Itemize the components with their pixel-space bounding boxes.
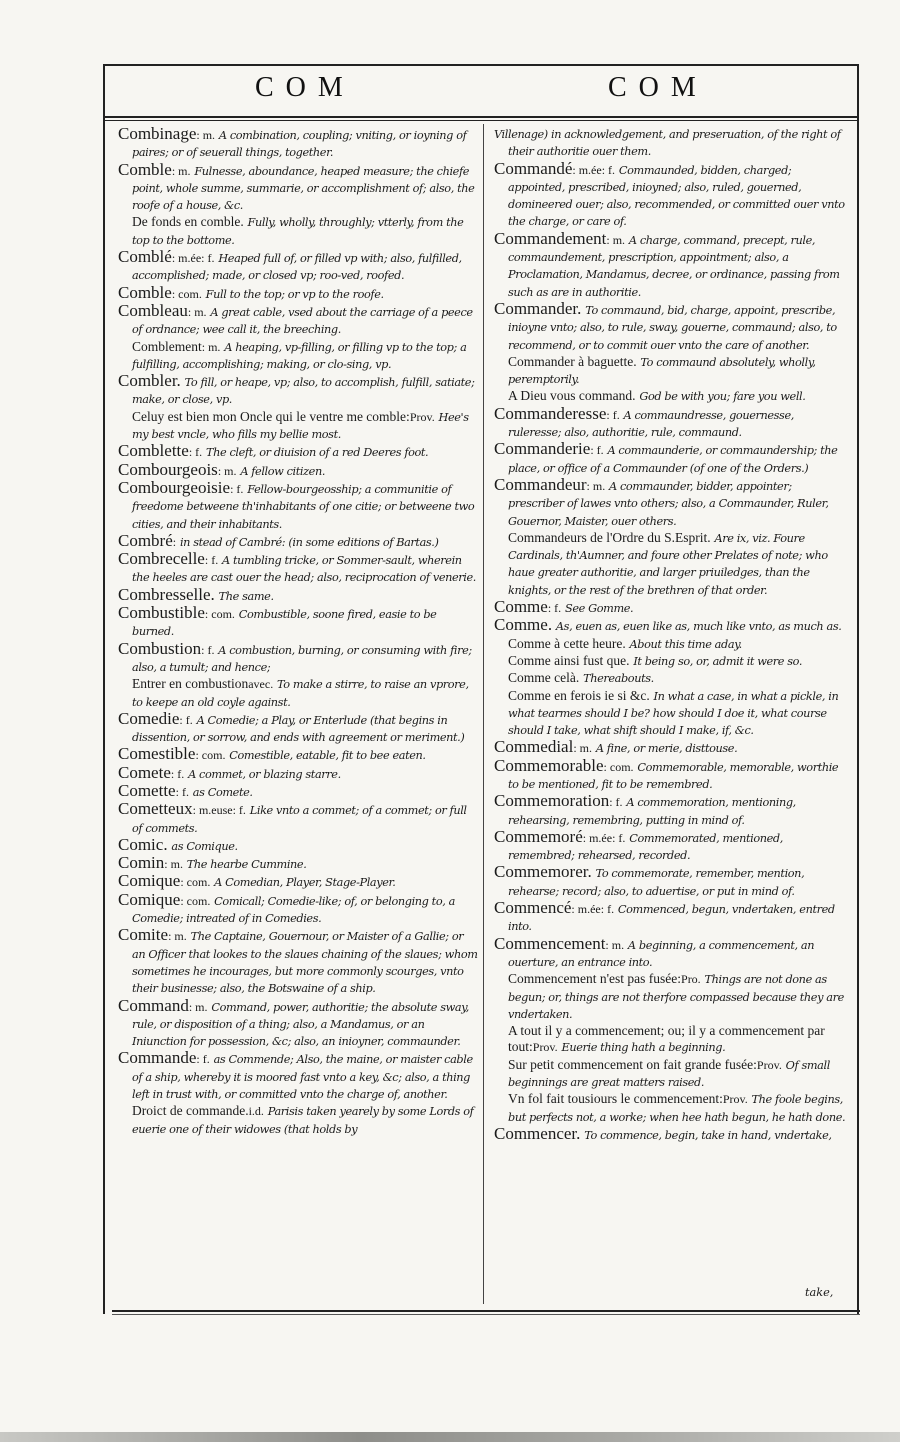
grammar-label: : com. bbox=[180, 893, 211, 908]
dictionary-entry bbox=[494, 1057, 846, 1092]
grammar-label: : f. bbox=[230, 481, 244, 496]
headword: Combresselle. bbox=[118, 584, 215, 604]
definition: Comicall; Comedie-like; of, or belonging to, a Comedie; intreated of in Comedies. bbox=[132, 894, 455, 926]
definition: A commaunderie, or commaundership; the place, or office of a Commaunder (of one of the Orders.) bbox=[508, 444, 838, 475]
definition: As, euen as, euen like as, much like vnto, as much as. bbox=[555, 620, 842, 634]
definition: Like vnto a commet; of a commet; or full of commets. bbox=[132, 804, 467, 835]
definition: A heaping, vp-filling, or filling vp to the top; a fulfilling, accomplishing; making, or clo-sing, vp. bbox=[132, 340, 467, 371]
definition: Fulnesse, aboundance, heaped measure; the chiefe point, whole summe, summarie, or accomplishment of; also, the roofe of a house, &c. bbox=[132, 164, 475, 213]
grammar-label: : m. bbox=[586, 478, 606, 493]
grammar-label: avec. bbox=[248, 677, 274, 692]
dictionary-entry bbox=[494, 688, 846, 740]
dictionary-entry bbox=[494, 298, 846, 354]
headword: Commanderie bbox=[494, 439, 591, 459]
grammar-label: : m. bbox=[171, 163, 191, 178]
definition: A commet, or blazing starre. bbox=[188, 767, 341, 781]
dictionary-entry bbox=[118, 1050, 478, 1103]
definition: About this time aday. bbox=[629, 637, 742, 651]
grammar-label: : f. bbox=[547, 601, 562, 616]
headword: Comedie bbox=[118, 708, 180, 728]
grammar-label: : m. bbox=[187, 304, 207, 319]
dictionary-entry bbox=[494, 354, 846, 389]
headword: Entrer en combustion bbox=[132, 676, 249, 692]
headword: Comete bbox=[118, 762, 171, 782]
headword: Comite bbox=[118, 925, 169, 945]
grammar-label: : com. bbox=[204, 607, 235, 622]
grammar-label: : m. bbox=[201, 339, 221, 354]
headword: Comme en ferois ie si &c. bbox=[508, 687, 650, 703]
headword: Combourgeois bbox=[118, 459, 218, 479]
grammar-label: : m.ée: f. bbox=[571, 902, 615, 917]
definition: Commemorated, mentioned, remembred; rehearsed, recorded. bbox=[508, 831, 783, 863]
grammar-label: : f. bbox=[609, 795, 623, 810]
definition: See Gomme. bbox=[565, 602, 634, 616]
headword: Droict de commande. bbox=[132, 1103, 249, 1119]
grammar-label: : m. bbox=[573, 741, 592, 756]
headword: Comblé bbox=[118, 247, 172, 267]
definition: Fellow-bourgeosship; a communitie of freedome betweene th'inhabitants of one citie; or betweene two cities, and their inhabitants. bbox=[132, 482, 475, 531]
dictionary-entry bbox=[494, 441, 846, 477]
definition: The Captaine, Gouernour, or Maister of a Gallie; or an Officer that lookes to the slaues chaining of the slaues; whom sometimes he incourages, but more commonly scourges, vnto their businesse; also, the Botswaine of a ship. bbox=[132, 930, 478, 996]
definition: A great cable, vsed about the carriage of a peece of ordnance; wee call it, the breeching. bbox=[132, 305, 473, 337]
definition: Combustible, soone fired, easie to be burned. bbox=[132, 608, 437, 639]
definition: Fully, wholly, throughly; vtterly, from the top to the bottome. bbox=[132, 216, 464, 247]
definition: A beginning, a commencement, an ouerture, an entrance into. bbox=[508, 938, 815, 969]
header-rule-thin bbox=[103, 120, 859, 121]
definition: To fill, or heape, vp; also, to accomplish, fulfill, satiate; make, or close, vp. bbox=[132, 376, 475, 407]
definition: To commaund, bid, charge, appoint, prescribe, inioyne vnto; also, to rule, sway, gouerne, commaund; also, to recommend, or to commit ouer vnto the care of another. bbox=[508, 303, 837, 352]
definition: A tumbling tricke, or Sommer-sault, wherein the heeles are cast ouer the head; also, reciprocation of venerie. bbox=[132, 554, 476, 585]
definition: To make a stirre, to raise an vprore, to keepe an old coyle against. bbox=[132, 678, 469, 709]
definition: Commemorable, memorable, worthie to be mentioned, fit to be remembred. bbox=[508, 760, 839, 791]
grammar-label: Prov. bbox=[532, 1040, 558, 1055]
grammar-label: : com. bbox=[195, 748, 226, 763]
headword: Comblement bbox=[132, 338, 202, 354]
left-column bbox=[118, 126, 478, 1304]
headword: Commencer. bbox=[494, 1123, 581, 1143]
catchword: take, bbox=[805, 1286, 834, 1299]
headword: Comme. bbox=[494, 615, 553, 635]
grammar-label: : f. bbox=[170, 766, 185, 781]
definition: Command, power, authoritie; the absolute sway, rule, or disposition of a thing; also, a Mandamus, or an Iniunction for possession, &c; also, an inioyner, commaunder. bbox=[132, 1000, 469, 1049]
headword: Comin bbox=[118, 853, 165, 873]
dictionary-entry bbox=[118, 605, 478, 641]
headword: Commanderesse bbox=[494, 403, 607, 423]
grammar-label: : f. bbox=[606, 407, 620, 422]
definition: A commaunder, bidder, appointer; prescriber of lawes vnto others; also, a Commaunder, Ruler, Gouernor, Maister, ouer others. bbox=[508, 479, 829, 528]
grammar-label: Prov. bbox=[756, 1057, 782, 1072]
grammar-label: i.d. bbox=[248, 1104, 264, 1119]
definition: Comestible, eatable, fit to bee eaten. bbox=[229, 749, 426, 763]
headword: Commencement n'est pas fusée: bbox=[508, 971, 682, 987]
dictionary-entry bbox=[494, 971, 846, 1023]
grammar-label: : com. bbox=[603, 759, 634, 774]
dictionary-entry bbox=[118, 746, 478, 764]
definition: Full to the top; or vp to the roofe. bbox=[205, 287, 384, 301]
header-rule bbox=[103, 116, 859, 118]
definition: Villenage) in acknowledgement, and preseruation, of the right of their authoritie ouer them. bbox=[494, 128, 841, 159]
definition: The cleft, or diuision of a red Deeres foot. bbox=[206, 446, 429, 460]
definition: Heaped full of, or filled vp with; also, fulfilled, accomplished; made, or closed vp; roo-ved, roofed. bbox=[132, 252, 462, 283]
dictionary-entry bbox=[494, 126, 846, 161]
dictionary-entry bbox=[494, 1091, 846, 1126]
definition: A combustion, burning, or consuming with fire; also, a tumult; and hence; bbox=[132, 643, 472, 674]
dictionary-entry bbox=[118, 126, 478, 162]
headword: A tout il y a commencement; ou; il y a commencement par tout: bbox=[508, 1023, 825, 1055]
definition: A fellow citizen. bbox=[240, 464, 326, 478]
grammar-label: : f. bbox=[188, 445, 203, 460]
grammar-label: : m. bbox=[196, 128, 216, 142]
headword: Comme à cette heure. bbox=[508, 635, 626, 651]
headword: Commemoré bbox=[494, 826, 583, 846]
definition: Thereabouts. bbox=[583, 672, 654, 686]
dictionary-entry bbox=[118, 638, 478, 677]
dictionary-entry bbox=[118, 551, 478, 587]
dictionary-entry bbox=[118, 708, 478, 747]
dictionary-entry bbox=[494, 617, 846, 635]
headword: Comme celà. bbox=[508, 670, 580, 686]
dictionary-entry bbox=[118, 159, 478, 215]
grammar-label: : m. bbox=[188, 999, 208, 1014]
definition: Parisis taken yearely by some Lords of euerie one of their widowes (that holds by bbox=[132, 1105, 474, 1136]
definition: Commenced, begun, vndertaken, entred into. bbox=[508, 903, 835, 934]
definition: as Comete. bbox=[192, 785, 253, 799]
headword: A Dieu vous command. bbox=[508, 388, 636, 404]
dictionary-entry bbox=[118, 409, 478, 444]
dictionary-entry bbox=[118, 801, 478, 837]
dictionary-entry bbox=[494, 403, 846, 442]
definition: A charge, command, precept, rule, commaundement, prescription, appointment; also, a Proclamation, Mandamus, decree, or ordinance, passing from such as are in authoritie. bbox=[508, 233, 840, 299]
definition: Euerie thing hath a beginning. bbox=[561, 1041, 726, 1055]
right-column bbox=[494, 126, 846, 1304]
definition: A commemoration, mentioning, rehearsing, remembring, putting in mind of. bbox=[508, 796, 796, 827]
definition: Things are not done as begun; or, things are not therfore compassed because they are vndertaken. bbox=[508, 973, 844, 1021]
dictionary-entry bbox=[118, 995, 478, 1051]
dictionary-entry bbox=[494, 228, 846, 301]
footer-rule bbox=[112, 1310, 860, 1312]
dictionary-entry bbox=[494, 636, 846, 653]
headword: Comestible bbox=[118, 744, 196, 764]
grammar-label: : m.ée: f. bbox=[572, 162, 616, 177]
definition: It being so, or, admit it were so. bbox=[633, 654, 803, 668]
headword: Combustible bbox=[118, 603, 205, 623]
grammar-label: Prov. bbox=[409, 409, 435, 424]
headword: Commander. bbox=[494, 298, 582, 318]
dictionary-entry bbox=[494, 653, 846, 670]
dictionary-entry bbox=[118, 249, 478, 285]
dictionary-entry bbox=[494, 826, 846, 865]
headword: Commande bbox=[118, 1048, 197, 1068]
definition: The hearbe Cummine. bbox=[186, 858, 307, 872]
dictionary-entry bbox=[118, 339, 478, 374]
dictionary-entry bbox=[494, 900, 846, 936]
dictionary-entry bbox=[118, 1103, 478, 1138]
column-divider bbox=[483, 124, 484, 1304]
headword: Commencement bbox=[494, 933, 606, 953]
scan-edge bbox=[0, 1432, 900, 1442]
dictionary-entry bbox=[118, 676, 478, 711]
headword: Comette bbox=[118, 780, 176, 800]
dictionary-entry bbox=[118, 373, 478, 409]
headword: Command bbox=[118, 995, 189, 1015]
definition: A combination, coupling; vniting, or ioyning of paires; or of seuerall things, together. bbox=[132, 129, 467, 160]
dictionary-entry bbox=[494, 474, 846, 530]
headword: Combourgeoisie bbox=[118, 477, 231, 497]
definition: To commence, begin, take in hand, vndertake, bbox=[584, 1128, 832, 1142]
definition: Hee's my best vncle, who fills my bellie most. bbox=[132, 410, 469, 442]
headword: Commandeur bbox=[494, 474, 587, 494]
definition: To commemorate, remember, mention, rehearse; record; also, to aduertise, or put in mind of. bbox=[508, 867, 805, 898]
definition: in stead of Cambré: (in some editions of Bartas.) bbox=[179, 535, 439, 549]
headword: Combrecelle bbox=[118, 549, 205, 569]
headword: Combleau bbox=[118, 300, 188, 320]
grammar-label: : m.euse: f. bbox=[192, 803, 246, 818]
headword: Comique bbox=[118, 889, 181, 909]
dictionary-entry bbox=[494, 530, 846, 599]
grammar-label: : m. bbox=[168, 929, 187, 944]
definition: Commaunded, bidden, charged; appointed, prescribed, inioyned; also, ruled, gouerned, domineered ouer; also, recommended, or committed ouer vnto the charge, or care of. bbox=[508, 163, 845, 229]
definition: The foole begins, but perfects not, a worke; when hee hath begun, he hath done. bbox=[508, 1093, 846, 1124]
headword: Vn fol fait tousiours le commencement: bbox=[508, 1091, 723, 1107]
dictionary-entry bbox=[118, 214, 478, 249]
dictionary-entry bbox=[118, 927, 478, 997]
headword: Commemoration bbox=[494, 791, 610, 811]
headword: Celuy est bien mon Oncle qui le ventre me comble: bbox=[132, 408, 410, 424]
definition: The same. bbox=[218, 589, 274, 603]
grammar-label: : bbox=[172, 534, 177, 549]
running-head-right: COM bbox=[608, 72, 708, 103]
grammar-label: : m. bbox=[605, 937, 625, 952]
dictionary-entry bbox=[494, 158, 846, 231]
headword: Comme bbox=[494, 597, 548, 617]
grammar-label: Pro. bbox=[681, 972, 701, 987]
headword: Cometteux bbox=[118, 799, 193, 819]
definition: A Comedie; a Play, or Enterlude (that begins in dissention, or sorrow, and ends with agreement or meriment.) bbox=[132, 713, 465, 745]
grammar-label: : f. bbox=[175, 784, 189, 799]
grammar-label: : m. bbox=[164, 857, 183, 872]
headword: Commandement bbox=[494, 228, 607, 248]
headword: Combustion bbox=[118, 638, 202, 658]
grammar-label: : m.ée: f. bbox=[171, 251, 215, 266]
headword: Combler. bbox=[118, 371, 181, 391]
dictionary-entry bbox=[494, 1123, 846, 1144]
headword: Combré bbox=[118, 530, 173, 550]
dictionary-entry bbox=[494, 933, 846, 972]
headword: Comble bbox=[118, 159, 172, 179]
headword: Commencé bbox=[494, 898, 572, 918]
dictionary-entry bbox=[118, 300, 478, 339]
headword: Commemorable bbox=[494, 755, 604, 775]
grammar-label: : f. bbox=[590, 443, 604, 458]
dictionary-entry bbox=[494, 1023, 846, 1057]
definition: God be with you; fare you well. bbox=[639, 390, 806, 404]
headword: De fonds en comble. bbox=[132, 214, 244, 230]
grammar-label: : m. bbox=[217, 463, 237, 478]
headword: Commandeurs de l'Ordre du S.Esprit. bbox=[508, 529, 711, 545]
headword: Commandé bbox=[494, 158, 573, 178]
dictionary-entry bbox=[118, 834, 478, 855]
headword: Comblette bbox=[118, 441, 189, 461]
footer-rule-thin bbox=[112, 1314, 860, 1315]
dictionary-entry bbox=[494, 793, 846, 829]
definition: To commaund absolutely, wholly, peremptorily. bbox=[508, 355, 816, 387]
headword: Comique bbox=[118, 871, 181, 891]
running-head-left: COM bbox=[255, 72, 355, 103]
dictionary-entry bbox=[494, 755, 846, 794]
grammar-label: : f. bbox=[204, 553, 219, 568]
grammar-label: : m. bbox=[606, 232, 626, 247]
grammar-label: : com. bbox=[171, 286, 202, 301]
definition: A commaundresse, gouernesse, ruleresse; also, authoritie, rule, commaund. bbox=[508, 408, 794, 440]
grammar-label: : com. bbox=[180, 875, 211, 890]
headword: Comble bbox=[118, 282, 172, 302]
headword: Commander à baguette. bbox=[508, 353, 637, 369]
grammar-label: Prov. bbox=[722, 1092, 748, 1107]
grammar-label: : m.ée: f. bbox=[582, 830, 626, 845]
definition: as Commende; Also, the maine, or maister cable of a ship, whereby it is moored fast vnto a key, &c; also, a thing left in trust with, or committed vnto the charge of, another. bbox=[132, 1053, 473, 1102]
grammar-label: : f. bbox=[179, 712, 193, 727]
definition: Of small beginnings are great matters raised. bbox=[508, 1058, 830, 1090]
headword: Comme ainsi fust que. bbox=[508, 652, 630, 668]
headword: Commedial bbox=[494, 737, 574, 757]
dictionary-entry bbox=[494, 670, 846, 687]
headword: Commemorer. bbox=[494, 862, 592, 882]
headword: Comic. bbox=[118, 834, 168, 854]
definition: In what a case, in what a pickle, in what tearmes should I be? how should I doe it, what course should I take, what shift should I make, if, &c. bbox=[508, 689, 839, 738]
dictionary-entry bbox=[494, 864, 846, 900]
headword: Combinage bbox=[118, 126, 197, 143]
dictionary-entry bbox=[118, 477, 478, 533]
definition: as Comique. bbox=[171, 839, 238, 853]
grammar-label: : f. bbox=[201, 642, 215, 657]
definition: A fine, or merie, disttouse. bbox=[595, 742, 738, 756]
headword: Sur petit commencement on fait grande fusée: bbox=[508, 1056, 757, 1072]
definition: Are ix, viz. Foure Cardinals, th'Aumner, and foure other Prelates of note; who haue greater authoritie, and larger priuiledges, than the knights, or the rest of the brethren of that order. bbox=[508, 531, 828, 597]
definition: A Comedian, Player, Stage-Player. bbox=[214, 876, 396, 890]
grammar-label: : f. bbox=[196, 1052, 210, 1067]
dictionary-entry bbox=[118, 889, 478, 928]
